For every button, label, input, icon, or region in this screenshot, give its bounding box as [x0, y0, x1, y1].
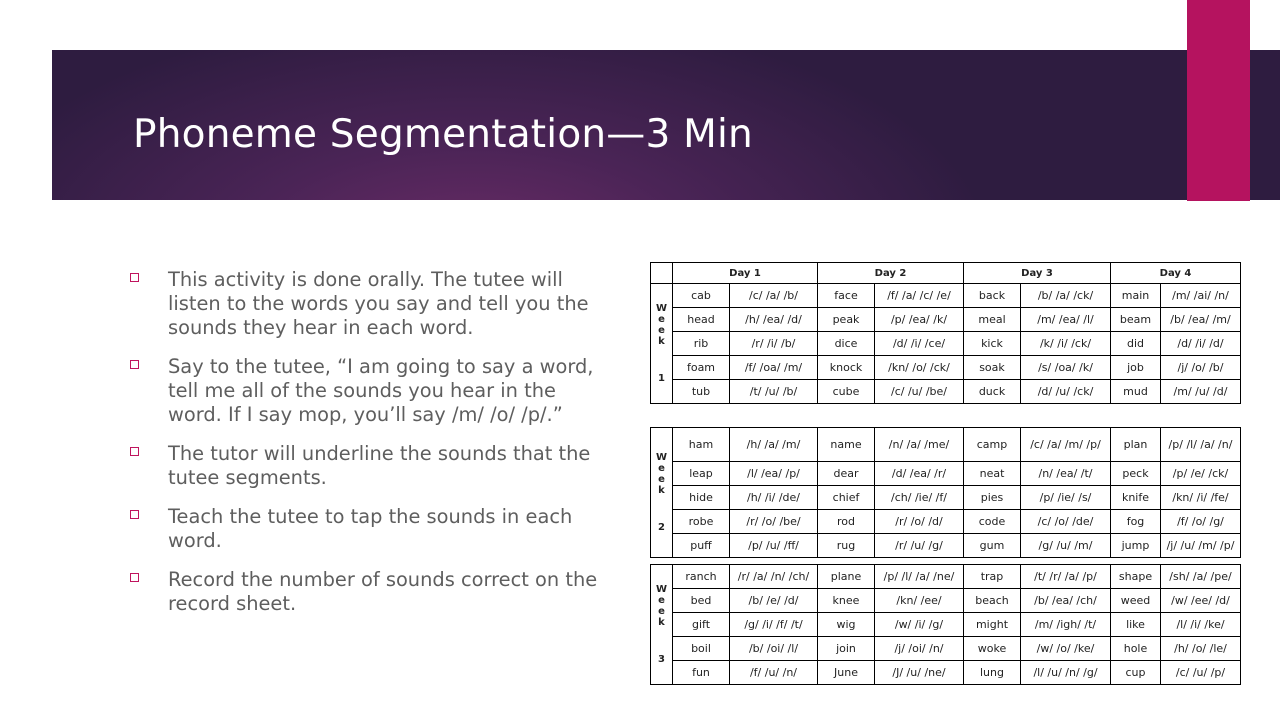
- week-number: 3: [658, 654, 665, 665]
- sounds-cell: /m/ /igh/ /t/: [1021, 613, 1111, 637]
- sounds-cell: /d/ /i/ /ce/: [875, 332, 964, 356]
- word-cell: cab: [673, 284, 730, 308]
- word-cell: gift: [673, 613, 730, 637]
- word-cell: cube: [818, 380, 875, 404]
- word-cell: face: [818, 284, 875, 308]
- sounds-cell: /p/ /ea/ /k/: [875, 308, 964, 332]
- sounds-cell: /d/ /i/ /d/: [1161, 332, 1241, 356]
- instruction-list: [130, 268, 610, 631]
- day-header: Day 1: [673, 263, 818, 284]
- word-cell: robe: [673, 510, 730, 534]
- sounds-cell: /p/ /u/ /ff/: [730, 534, 818, 558]
- sounds-cell: /p/ /ie/ /s/: [1021, 486, 1111, 510]
- bullet-item: This activity is done orally. The tutee will listen to the words you say and tell you the sounds they hear in each word.: [130, 268, 610, 340]
- word-cell: might: [964, 613, 1021, 637]
- word-cell: job: [1111, 356, 1161, 380]
- sounds-cell: /f/ /a/ /c/ /e/: [875, 284, 964, 308]
- week-2-table: [650, 427, 1241, 558]
- word-row: [651, 637, 1241, 661]
- sounds-cell: /m/ /u/ /d/: [1161, 380, 1241, 404]
- week-label-letter: e: [658, 595, 665, 606]
- sounds-cell: /w/ /ee/ /d/: [1161, 589, 1241, 613]
- word-cell: fun: [673, 661, 730, 685]
- sounds-cell: /f/ /o/ /g/: [1161, 510, 1241, 534]
- word-cell: main: [1111, 284, 1161, 308]
- word-cell: June: [818, 661, 875, 685]
- sounds-cell: /s/ /oa/ /k/: [1021, 356, 1111, 380]
- word-cell: jump: [1111, 534, 1161, 558]
- day-header: Day 3: [964, 263, 1111, 284]
- word-cell: peck: [1111, 462, 1161, 486]
- word-cell: head: [673, 308, 730, 332]
- day-header: Day 2: [818, 263, 964, 284]
- word-row: [651, 510, 1241, 534]
- word-cell: back: [964, 284, 1021, 308]
- word-cell: join: [818, 637, 875, 661]
- word-cell: kick: [964, 332, 1021, 356]
- sounds-cell: /h/ /i/ /de/: [730, 486, 818, 510]
- word-cell: shape: [1111, 565, 1161, 589]
- word-cell: did: [1111, 332, 1161, 356]
- checkbox-bullet-icon: [130, 510, 139, 519]
- sounds-cell: /j/ /o/ /b/: [1161, 356, 1241, 380]
- word-cell: woke: [964, 637, 1021, 661]
- word-row: [651, 613, 1241, 637]
- sounds-cell: /t/ /u/ /b/: [730, 380, 818, 404]
- word-cell: duck: [964, 380, 1021, 404]
- sounds-cell: /g/ /i/ /f/ /t/: [730, 613, 818, 637]
- sounds-cell: /w/ /o/ /ke/: [1021, 637, 1111, 661]
- week-label-letter: e: [658, 606, 665, 617]
- word-cell: beam: [1111, 308, 1161, 332]
- sounds-cell: /l/ /i/ /ke/: [1161, 613, 1241, 637]
- checkbox-bullet-icon: [130, 360, 139, 369]
- word-cell: chief: [818, 486, 875, 510]
- word-cell: ranch: [673, 565, 730, 589]
- sounds-cell: /l/ /u/ /n/ /g/: [1021, 661, 1111, 685]
- header-blank-cell: [651, 263, 673, 284]
- sounds-cell: /r/ /u/ /g/: [875, 534, 964, 558]
- sounds-cell: /b/ /ea/ /m/: [1161, 308, 1241, 332]
- sounds-cell: /k/ /i/ /ck/: [1021, 332, 1111, 356]
- sounds-cell: /w/ /i/ /g/: [875, 613, 964, 637]
- sounds-cell: /r/ /o/ /d/: [875, 510, 964, 534]
- checkbox-bullet-icon: [130, 273, 139, 282]
- sounds-cell: /ch/ /ie/ /f/: [875, 486, 964, 510]
- sounds-cell: /r/ /o/ /be/: [730, 510, 818, 534]
- sounds-cell: /c/ /u/ /be/: [875, 380, 964, 404]
- word-row: [651, 462, 1241, 486]
- week-1-table: [650, 262, 1241, 404]
- sounds-cell: /j/ /oi/ /n/: [875, 637, 964, 661]
- word-cell: plan: [1111, 428, 1161, 462]
- sounds-cell: /h/ /o/ /le/: [1161, 637, 1241, 661]
- sounds-cell: /r/ /i/ /b/: [730, 332, 818, 356]
- word-cell: dear: [818, 462, 875, 486]
- week-label-cell: [651, 284, 673, 404]
- word-cell: pies: [964, 486, 1021, 510]
- word-cell: rug: [818, 534, 875, 558]
- sounds-cell: /kn/ /ee/: [875, 589, 964, 613]
- word-cell: neat: [964, 462, 1021, 486]
- week-label-cell: [651, 565, 673, 685]
- word-cell: foam: [673, 356, 730, 380]
- word-cell: weed: [1111, 589, 1161, 613]
- sounds-cell: /kn/ /o/ /ck/: [875, 356, 964, 380]
- week-3-table: [650, 564, 1241, 685]
- word-cell: rod: [818, 510, 875, 534]
- word-row: [651, 380, 1241, 404]
- word-cell: plane: [818, 565, 875, 589]
- word-cell: meal: [964, 308, 1021, 332]
- week-label-letter: e: [658, 325, 665, 336]
- word-row: [651, 428, 1241, 462]
- week-label-cell: [651, 428, 673, 558]
- sounds-cell: /f/ /u/ /n/: [730, 661, 818, 685]
- week-number: 2: [658, 522, 665, 533]
- checkbox-bullet-icon: [130, 573, 139, 582]
- word-cell: leap: [673, 462, 730, 486]
- sounds-cell: /m/ /ea/ /l/: [1021, 308, 1111, 332]
- sounds-cell: /f/ /oa/ /m/: [730, 356, 818, 380]
- word-cell: knife: [1111, 486, 1161, 510]
- word-cell: lung: [964, 661, 1021, 685]
- sounds-cell: /n/ /ea/ /t/: [1021, 462, 1111, 486]
- word-cell: gum: [964, 534, 1021, 558]
- word-row: [651, 356, 1241, 380]
- sounds-cell: /kn/ /i/ /fe/: [1161, 486, 1241, 510]
- sounds-cell: /p/ /l/ /a/ /n/: [1161, 428, 1241, 462]
- word-cell: name: [818, 428, 875, 462]
- word-cell: camp: [964, 428, 1021, 462]
- week-label-letter: k: [658, 336, 665, 347]
- word-cell: trap: [964, 565, 1021, 589]
- word-row: [651, 332, 1241, 356]
- sounds-cell: /l/ /ea/ /p/: [730, 462, 818, 486]
- sounds-cell: /d/ /u/ /ck/: [1021, 380, 1111, 404]
- word-row: [651, 565, 1241, 589]
- sounds-cell: /m/ /ai/ /n/: [1161, 284, 1241, 308]
- checkbox-bullet-icon: [130, 447, 139, 456]
- word-row: [651, 589, 1241, 613]
- word-cell: hide: [673, 486, 730, 510]
- sounds-cell: /g/ /u/ /m/: [1021, 534, 1111, 558]
- word-cell: mud: [1111, 380, 1161, 404]
- word-cell: knee: [818, 589, 875, 613]
- word-cell: like: [1111, 613, 1161, 637]
- sounds-cell: /sh/ /a/ /pe/: [1161, 565, 1241, 589]
- sounds-cell: /c/ /a/ /m/ /p/: [1021, 428, 1111, 462]
- bullet-item: The tutor will underline the sounds that the tutee segments.: [130, 442, 610, 490]
- word-row: [651, 486, 1241, 510]
- word-cell: wig: [818, 613, 875, 637]
- word-cell: knock: [818, 356, 875, 380]
- sounds-cell: /J/ /u/ /ne/: [875, 661, 964, 685]
- word-row: [651, 308, 1241, 332]
- week-label-letter: W: [655, 584, 668, 595]
- accent-bar: [1187, 0, 1250, 201]
- sounds-cell: /j/ /u/ /m/ /p/: [1161, 534, 1241, 558]
- sounds-cell: /b/ /a/ /ck/: [1021, 284, 1111, 308]
- week-label-letter: k: [658, 617, 665, 628]
- week-label-letter: e: [658, 474, 665, 485]
- sounds-cell: /t/ /r/ /a/ /p/: [1021, 565, 1111, 589]
- sounds-cell: /h/ /a/ /m/: [730, 428, 818, 462]
- week-label-letter: W: [655, 303, 668, 314]
- word-cell: beach: [964, 589, 1021, 613]
- word-cell: code: [964, 510, 1021, 534]
- word-cell: fog: [1111, 510, 1161, 534]
- week-number: 1: [658, 373, 665, 384]
- bullet-item: Teach the tutee to tap the sounds in each word.: [130, 505, 610, 553]
- sounds-cell: /b/ /e/ /d/: [730, 589, 818, 613]
- sounds-cell: /d/ /ea/ /r/: [875, 462, 964, 486]
- word-cell: bed: [673, 589, 730, 613]
- word-row: [651, 534, 1241, 558]
- week-label-letter: W: [655, 452, 668, 463]
- word-cell: boil: [673, 637, 730, 661]
- word-row: [651, 661, 1241, 685]
- word-cell: tub: [673, 380, 730, 404]
- word-row: [651, 284, 1241, 308]
- sounds-cell: /n/ /a/ /me/: [875, 428, 964, 462]
- week-label-letter: e: [658, 463, 665, 474]
- word-cell: soak: [964, 356, 1021, 380]
- sounds-cell: /c/ /o/ /de/: [1021, 510, 1111, 534]
- week-label-letter: k: [658, 485, 665, 496]
- bullet-item: Record the number of sounds correct on the record sheet.: [130, 568, 610, 616]
- sounds-cell: /b/ /oi/ /l/: [730, 637, 818, 661]
- word-cell: dice: [818, 332, 875, 356]
- slide-title: Phoneme Segmentation—3 Min: [133, 112, 753, 157]
- word-cell: peak: [818, 308, 875, 332]
- week-label-letter: e: [658, 314, 665, 325]
- word-cell: ham: [673, 428, 730, 462]
- bullet-item: Say to the tutee, “I am going to say a word, tell me all of the sounds you hear in the word. If I say mop, you’ll say /m/ /o/ /p/.”: [130, 355, 610, 427]
- sounds-cell: /p/ /l/ /a/ /ne/: [875, 565, 964, 589]
- sounds-cell: /h/ /ea/ /d/: [730, 308, 818, 332]
- sounds-cell: /p/ /e/ /ck/: [1161, 462, 1241, 486]
- sounds-cell: /c/ /a/ /b/: [730, 284, 818, 308]
- day-header: Day 4: [1111, 263, 1241, 284]
- word-cell: cup: [1111, 661, 1161, 685]
- sounds-cell: /c/ /u/ /p/: [1161, 661, 1241, 685]
- word-cell: hole: [1111, 637, 1161, 661]
- sounds-cell: /r/ /a/ /n/ /ch/: [730, 565, 818, 589]
- word-cell: puff: [673, 534, 730, 558]
- sounds-cell: /b/ /ea/ /ch/: [1021, 589, 1111, 613]
- word-cell: rib: [673, 332, 730, 356]
